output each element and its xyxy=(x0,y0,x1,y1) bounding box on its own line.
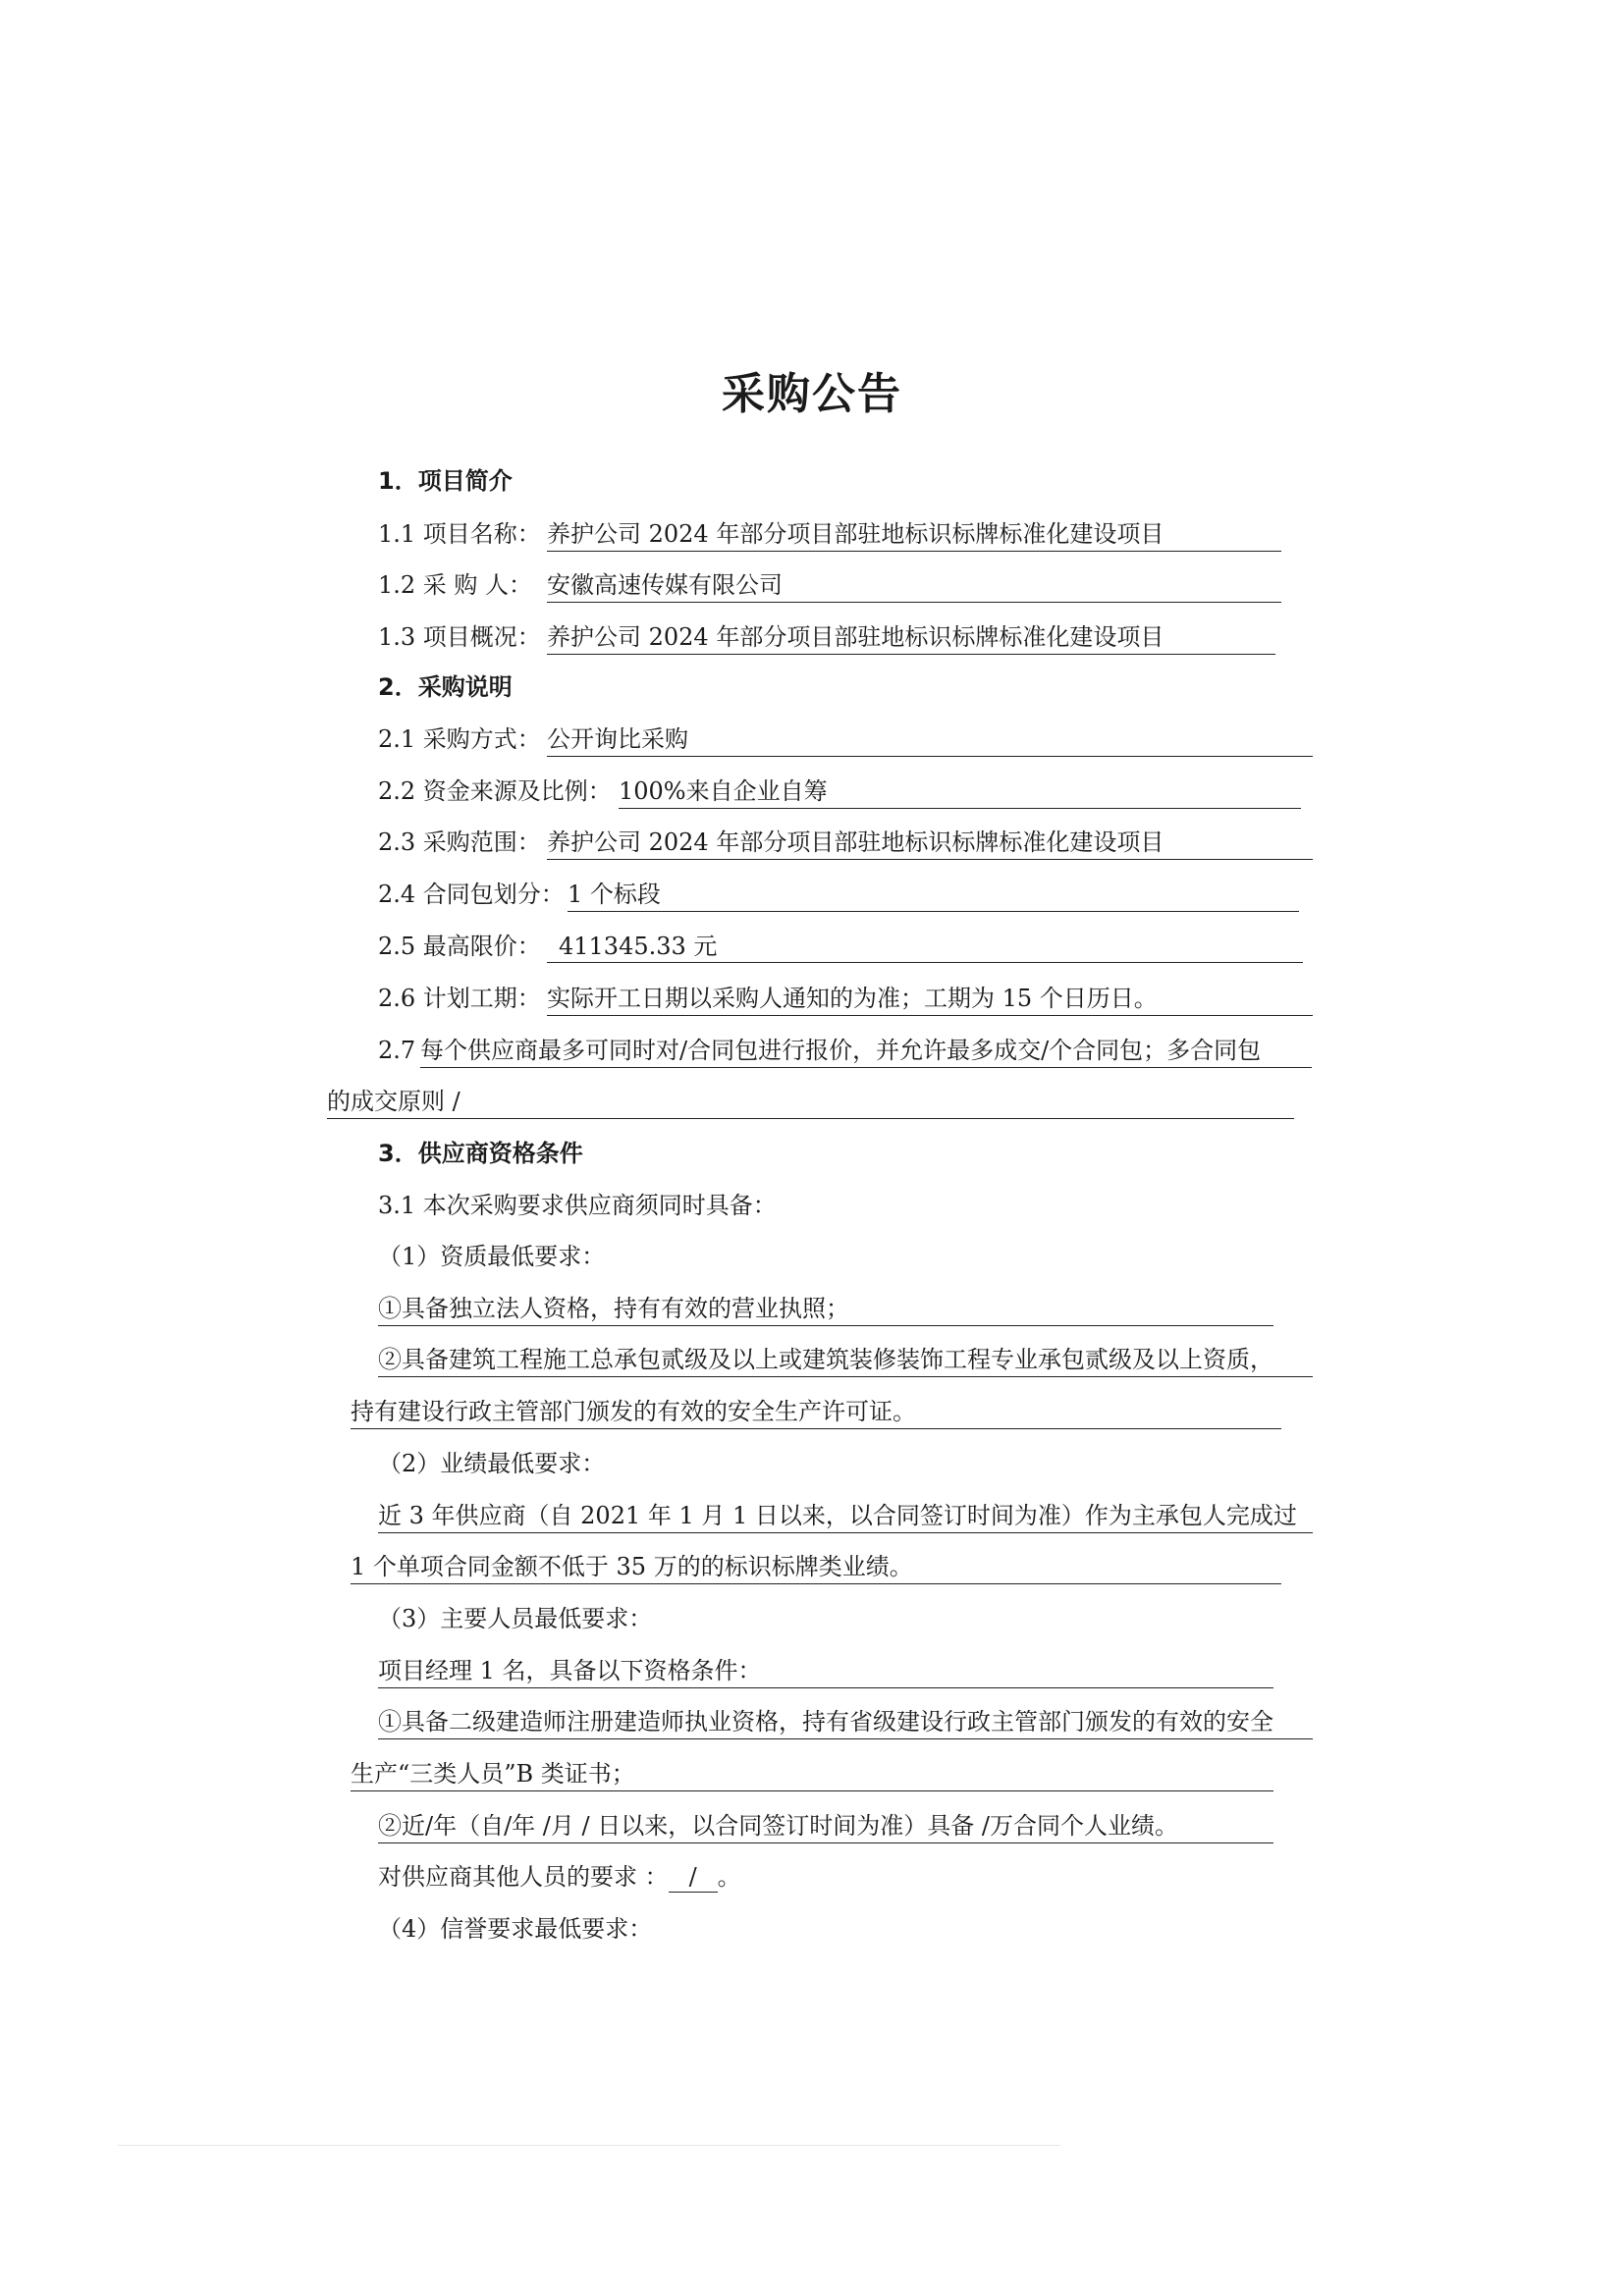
item-1-3-value: 养护公司 2024 年部分项目部驻地标识标牌标准化建设项目 xyxy=(547,620,1275,655)
item-1-3-label: 1.3 项目概况： xyxy=(378,623,541,651)
item-2-1-label: 2.1 采购方式： xyxy=(378,725,541,753)
item-2-5-label: 2.5 最高限价： xyxy=(378,933,541,960)
qualification-heading: （1）资质最低要求： xyxy=(378,1243,606,1270)
item-2-3-label: 2.3 采购范围： xyxy=(378,828,541,856)
personnel-item-2: ②近/年（自/年 /月 / 日以来，以合同签订时间为准）具备 /万合同个人业绩。 xyxy=(378,1809,1273,1843)
section-3-heading: 3．供应商资格条件 xyxy=(378,1140,583,1167)
qualification-item-1: ①具备独立法人资格，持有有效的营业执照； xyxy=(378,1292,1273,1326)
other-personnel-end: 。 xyxy=(717,1863,741,1891)
performance-line2: 1 个单项合同金额不低于 35 万的的标识标牌类业绩。 xyxy=(351,1550,1281,1584)
item-2-2-label: 2.2 资金来源及比例： xyxy=(378,777,612,805)
credit-heading: （4）信誉要求最低要求： xyxy=(378,1915,653,1943)
item-2-4-value: 1 个标段 xyxy=(568,878,1299,912)
item-2-7-label: 2.7 xyxy=(378,1037,416,1064)
personnel-heading: （3）主要人员最低要求： xyxy=(378,1605,653,1632)
item-2-1-value: 公开询比采购 xyxy=(547,722,1313,757)
item-2-2-value: 100%来自企业自筹 xyxy=(619,774,1301,809)
item-3-1-intro: 3.1 本次采购要求供应商须同时具备： xyxy=(378,1192,777,1219)
qualification-item-2-line2: 持有建设行政主管部门颁发的有效的安全生产许可证。 xyxy=(351,1395,1281,1429)
item-2-5-value: 411345.33 元 xyxy=(547,930,1303,963)
item-1-1-label: 1.1 项目名称： xyxy=(378,520,541,548)
personnel-intro: 项目经理 1 名，具备以下资格条件： xyxy=(378,1654,1273,1688)
item-1-2-value: 安徽高速传媒有限公司 xyxy=(547,568,1281,603)
item-2-3-value: 养护公司 2024 年部分项目部驻地标识标牌标准化建设项目 xyxy=(547,826,1313,860)
item-2-7-line1: 每个供应商最多可同时对/合同包进行报价，并允许最多成交/个合同包；多合同包 xyxy=(420,1034,1312,1068)
personnel-item-1-line1: ①具备二级建造师注册建造师执业资格，持有省级建设行政主管部门颁发的有效的安全 xyxy=(378,1705,1313,1739)
page-bottom-rule xyxy=(118,2145,1060,2146)
item-2-4-label: 2.4 合同包划分： xyxy=(378,881,565,908)
item-1-2-label: 1.2 采 购 人： xyxy=(378,571,533,599)
item-2-6-value: 实际开工日期以采购人通知的为准；工期为 15 个日历日。 xyxy=(547,982,1313,1016)
section-1-heading: 1．项目简介 xyxy=(378,467,513,495)
item-1-1-value: 养护公司 2024 年部分项目部驻地标识标牌标准化建设项目 xyxy=(547,517,1281,552)
item-2-6-label: 2.6 计划工期： xyxy=(378,985,541,1012)
other-personnel-requirement xyxy=(378,1860,741,1894)
other-personnel-label: 对供应商其他人员的要求 ： xyxy=(378,1863,669,1891)
qualification-item-2-line1: ②具备建筑工程施工总承包贰级及以上或建筑装修装饰工程专业承包贰级及以上资质， xyxy=(378,1343,1313,1377)
item-2-7-line2: 的成交原则 / xyxy=(327,1085,1294,1119)
performance-line1: 近 3 年供应商（自 2021 年 1 月 1 日以来，以合同签订时间为准）作为主承包人完成过 xyxy=(378,1499,1313,1533)
personnel-item-1-line2: 生产“三类人员”B 类证书； xyxy=(351,1757,1273,1791)
section-2-heading: 2．采购说明 xyxy=(378,673,513,701)
performance-heading: （2）业绩最低要求： xyxy=(378,1450,606,1477)
page-title: 采购公告 xyxy=(722,369,902,419)
other-personnel-value: / xyxy=(669,1862,718,1893)
